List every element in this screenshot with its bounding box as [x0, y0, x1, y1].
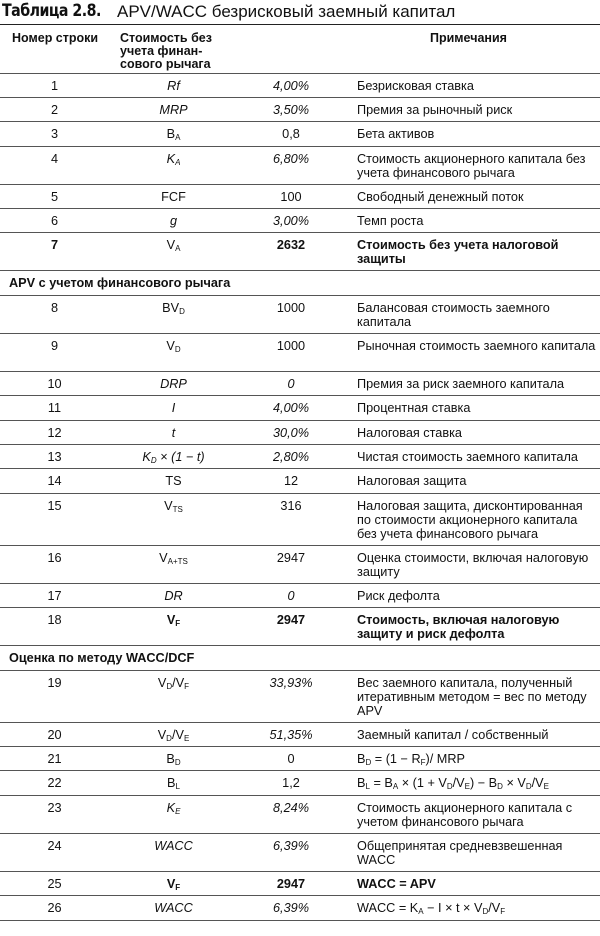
row-value: 2947: [232, 608, 350, 646]
row-symbol: [115, 746, 232, 770]
row-note: Заемный капитал / собственный: [350, 722, 600, 746]
row-value: 6,39%: [232, 833, 350, 871]
row-note: Премия за рыночный риск: [350, 97, 600, 121]
symbol-main: B: [167, 776, 176, 791]
symbol-subscript: A: [175, 244, 181, 254]
row-note: Рыночная стоимость заемного капитала: [350, 333, 600, 371]
row-number: 24: [0, 833, 115, 871]
row-note: Стоимость, включая налоговую защиту и риск дефолта: [350, 608, 600, 646]
row-number: 12: [0, 420, 115, 444]
row-note: Стоимость без учета налоговой защиты: [350, 233, 600, 271]
symbol-main: V: [159, 550, 168, 565]
symbol-main: V: [164, 498, 173, 513]
formula-part: B: [357, 751, 366, 766]
row-note: Риск дефолта: [350, 583, 600, 607]
header-empty: [232, 26, 350, 73]
table-row: [0, 445, 600, 469]
section-title: APV с учетом финансового рычага: [0, 271, 600, 295]
row-symbol: DRP: [115, 371, 232, 395]
row-number: 22: [0, 771, 115, 795]
formula-part: × V: [502, 776, 526, 791]
symbol-subscript: D: [174, 757, 181, 767]
formula-subscript: F: [420, 757, 426, 767]
table-row: [0, 871, 600, 895]
symbol-subscript: A: [175, 157, 181, 167]
symbol-subscript: D: [166, 681, 173, 691]
table-row: [0, 608, 600, 646]
row-number: 11: [0, 396, 115, 420]
symbol-main: V: [157, 727, 167, 742]
row-number: 15: [0, 493, 115, 545]
symbol-mid: /V: [171, 727, 184, 742]
row-value: 30,0%: [232, 420, 350, 444]
row-value: 51,35%: [232, 722, 350, 746]
row-symbol: [115, 122, 232, 146]
formula-subscript: D: [482, 907, 489, 917]
table-row: [0, 122, 600, 146]
formula-part: B: [357, 776, 366, 791]
row-value: 1000: [232, 333, 350, 371]
symbol-subscript: A+TS: [167, 556, 188, 566]
row-value: 33,93%: [232, 670, 350, 722]
symbol-main: BV: [162, 300, 180, 315]
row-value: 4,00%: [232, 396, 350, 420]
symbol-main: V: [157, 675, 167, 690]
symbol-subscript: A: [175, 133, 181, 143]
row-number: 25: [0, 871, 115, 895]
row-value: 0: [232, 583, 350, 607]
row-number: 4: [0, 146, 115, 184]
row-note: [350, 896, 600, 920]
symbol-subscript: L: [175, 782, 180, 792]
symbol-main: V: [166, 613, 176, 628]
row-note: Темп роста: [350, 209, 600, 233]
table-row: [0, 146, 600, 184]
row-number: 18: [0, 608, 115, 646]
symbol-main: K: [142, 450, 151, 465]
row-note: Процентная ставка: [350, 396, 600, 420]
row-note: Бета активов: [350, 122, 600, 146]
row-value: 6,39%: [232, 896, 350, 920]
row-number: 23: [0, 795, 115, 833]
row-number: 7: [0, 233, 115, 271]
row-note: Вес заемного капитала, полученный итеративным методом = вес по методу APV: [350, 670, 600, 722]
formula-part: = (1 − R: [371, 751, 421, 766]
header-row: [0, 26, 600, 73]
formula-subscript: E: [464, 782, 470, 792]
symbol-subscript: TS: [172, 504, 183, 514]
row-symbol: [115, 545, 232, 583]
row-symbol: [115, 146, 232, 184]
row-symbol: [115, 771, 232, 795]
table-row: [0, 771, 600, 795]
row-symbol: [115, 608, 232, 646]
formula-subscript: F: [500, 907, 506, 917]
table-row: [0, 469, 600, 493]
row-symbol: [115, 722, 232, 746]
table-row: [0, 545, 600, 583]
row-value: 0: [232, 746, 350, 770]
row-number: 16: [0, 545, 115, 583]
row-symbol: g: [115, 209, 232, 233]
table-caption: [0, 0, 600, 25]
row-value: 2632: [232, 233, 350, 271]
symbol-subscript: F: [184, 681, 190, 691]
symbol-subscript: D: [174, 344, 181, 354]
row-symbol: [115, 295, 232, 333]
table-row: [0, 583, 600, 607]
symbol-subscript: D: [179, 306, 185, 316]
table-row: [0, 233, 600, 271]
row-symbol: [115, 445, 232, 469]
row-symbol: [115, 333, 232, 371]
row-symbol: FCF: [115, 184, 232, 208]
row-symbol: WACC: [115, 896, 232, 920]
row-symbol: WACC: [115, 833, 232, 871]
formula-part: ) − B: [469, 776, 498, 791]
row-note: Налоговая ставка: [350, 420, 600, 444]
row-note: WACC = APV: [350, 871, 600, 895]
apv-wacc-table: [0, 26, 600, 921]
symbol-main: B: [166, 751, 175, 766]
table-row: [0, 396, 600, 420]
section-header-apv: [0, 271, 600, 295]
symbol-main: K: [166, 800, 176, 815]
row-symbol: I: [115, 396, 232, 420]
row-symbol: MRP: [115, 97, 232, 121]
row-note: Безрисковая ставка: [350, 73, 600, 97]
table-row: [0, 371, 600, 395]
row-symbol: Rf: [115, 73, 232, 97]
row-number: 17: [0, 583, 115, 607]
header-value: [115, 26, 232, 73]
table-row: [0, 746, 600, 770]
table-row: [0, 670, 600, 722]
row-note: Балансовая стоимость заемного капитала: [350, 295, 600, 333]
formula-subscript: D: [446, 782, 453, 792]
formula-subscript: D: [497, 782, 503, 792]
table-row: [0, 97, 600, 121]
row-number: 13: [0, 445, 115, 469]
row-number: 20: [0, 722, 115, 746]
formula-part: − I × t × V: [423, 901, 483, 916]
row-value: 4,00%: [232, 73, 350, 97]
table-row: [0, 493, 600, 545]
row-value: 1000: [232, 295, 350, 333]
symbol-subscript: E: [175, 806, 181, 816]
row-value: 3,00%: [232, 209, 350, 233]
table-row: [0, 722, 600, 746]
section-header-wacc: [0, 646, 600, 670]
row-number: 3: [0, 122, 115, 146]
row-number: 1: [0, 73, 115, 97]
row-note: Чистая стоимость заемного капитала: [350, 445, 600, 469]
table-row: [0, 795, 600, 833]
symbol-subscript: F: [175, 882, 181, 892]
header-value-line3: сового рычага: [120, 57, 211, 71]
header-row-number: Номер строки: [0, 26, 115, 73]
row-value: 100: [232, 184, 350, 208]
row-symbol: [115, 233, 232, 271]
formula-part: WACC = K: [357, 901, 419, 916]
symbol-subscript: F: [175, 619, 181, 629]
row-symbol: [115, 795, 232, 833]
table-row: [0, 73, 600, 97]
table-row: [0, 184, 600, 208]
formula-subscript: D: [525, 782, 532, 792]
table-row: [0, 209, 600, 233]
row-value: 2947: [232, 545, 350, 583]
row-note: [350, 746, 600, 770]
formula-subscript: E: [543, 782, 549, 792]
header-value-line2: учета финан-: [120, 44, 203, 58]
table-title: APV/WACC безрисковый заемный капитал: [117, 2, 456, 21]
row-note: Стоимость акционерного капитала с учетом финансового рычага: [350, 795, 600, 833]
symbol-subscript: D: [150, 456, 157, 466]
row-value: 3,50%: [232, 97, 350, 121]
formula-subscript: A: [418, 907, 424, 917]
formula-part: × (1 + V: [398, 776, 447, 791]
formula-subscript: A: [392, 782, 399, 792]
row-note: [350, 771, 600, 795]
row-note: Общепринятая средневзвешенная WACC: [350, 833, 600, 871]
table-row: [0, 896, 600, 920]
formula-part: = B: [369, 776, 393, 791]
row-value: 1,2: [232, 771, 350, 795]
row-value: 6,80%: [232, 146, 350, 184]
row-number: 9: [0, 333, 115, 371]
row-number: 8: [0, 295, 115, 333]
row-symbol: DR: [115, 583, 232, 607]
row-number: 26: [0, 896, 115, 920]
row-symbol: [115, 670, 232, 722]
row-symbol: [115, 871, 232, 895]
row-note: Налоговая защита: [350, 469, 600, 493]
row-note: Налоговая защита, дисконтированная по стоимости акционерного капитала без учета финансового рычага: [350, 493, 600, 545]
row-number: 2: [0, 97, 115, 121]
row-symbol: t: [115, 420, 232, 444]
symbol-main: V: [166, 338, 175, 353]
symbol-subscript: E: [183, 733, 190, 743]
row-value: 0,8: [232, 122, 350, 146]
row-number: 6: [0, 209, 115, 233]
formula-part: /V: [452, 776, 465, 791]
row-number: 10: [0, 371, 115, 395]
table-row: [0, 295, 600, 333]
row-symbol: TS: [115, 469, 232, 493]
table-row: [0, 333, 600, 371]
section-title: Оценка по методу WACC/DCF: [0, 646, 600, 670]
formula-part: /V: [531, 776, 544, 791]
row-value: 8,24%: [232, 795, 350, 833]
row-note: Оценка стоимости, включая налоговую защиту: [350, 545, 600, 583]
row-value: 0: [232, 371, 350, 395]
symbol-tail: × (1 − t): [156, 450, 205, 465]
formula-subscript: D: [365, 757, 372, 767]
symbol-subscript: D: [166, 733, 172, 743]
row-value: 316: [232, 493, 350, 545]
symbol-mid: /V: [172, 675, 185, 690]
formula-part: )/ MRP: [425, 751, 465, 766]
row-value: 12: [232, 469, 350, 493]
header-notes: Примечания: [350, 26, 600, 73]
symbol-main: B: [166, 127, 176, 142]
formula-part: /V: [488, 901, 501, 916]
row-note: Премия за риск заемного капитала: [350, 371, 600, 395]
symbol-main: V: [166, 238, 176, 253]
row-value: 2,80%: [232, 445, 350, 469]
row-number: 19: [0, 670, 115, 722]
table-row: [0, 833, 600, 871]
header-value-line1: Стоимость без: [120, 31, 212, 45]
symbol-main: K: [166, 151, 176, 166]
symbol-main: V: [166, 876, 176, 891]
row-note: Свободный денежный поток: [350, 184, 600, 208]
table-row: [0, 420, 600, 444]
table-number: Таблица 2.8.: [2, 1, 101, 20]
row-note: Стоимость акционерного капитала без учета финансового рычага: [350, 146, 600, 184]
row-number: 5: [0, 184, 115, 208]
row-number: 14: [0, 469, 115, 493]
row-number: 21: [0, 746, 115, 770]
row-symbol: [115, 493, 232, 545]
row-value: 2947: [232, 871, 350, 895]
formula-subscript: L: [365, 782, 370, 792]
